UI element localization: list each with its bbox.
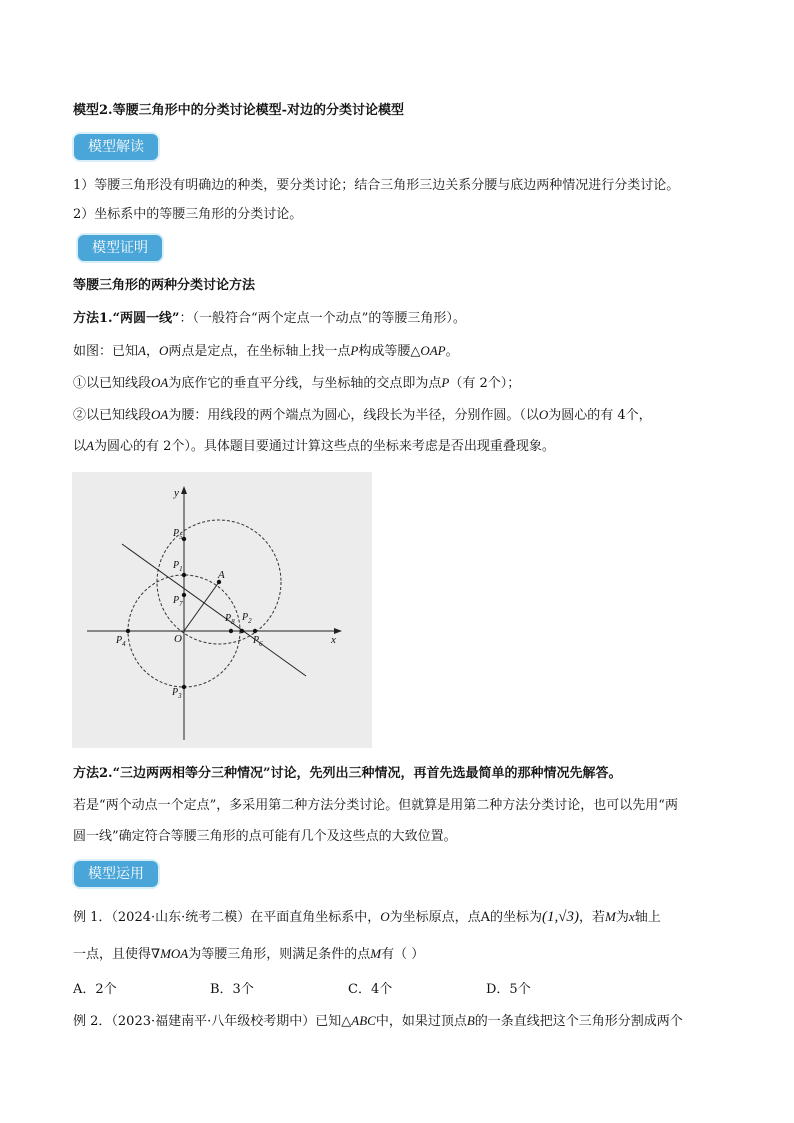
y-axis-arrow [181,486,187,494]
text: 两点是定点，在坐标轴上找一点 [168,344,351,359]
var-M: M [370,946,382,961]
label-P7: $P_7$ [173,595,183,608]
point-labels [115,528,263,700]
point-P2 [240,629,244,633]
proof-line-3 [73,406,652,425]
var-O: O [538,407,549,422]
point-A-label: A [218,569,225,581]
method1-title: 方法1.“两圆一线” [73,311,180,326]
point-P4 [126,629,130,633]
text: 为坐标原点，点A的坐标为 [389,910,543,925]
text: 为圆心的有 2个）。具体题目要通过计算这些点的坐标来考虑是否出现重叠现象。 [93,439,555,454]
var-A: A [138,343,146,358]
var-M: M [605,909,616,924]
example2-line-1 [73,1012,683,1031]
text: ， [145,344,159,359]
label-P8: $P_8$ [225,613,235,626]
section-title: 模型2.等腰三角形中的分类讨论模型-对边的分类讨论模型 [73,103,404,118]
point-P6 [253,629,257,633]
text: 为等腰三角形，则满足条件的点 [188,947,371,962]
text: 。 [445,344,459,359]
text: ，若 [579,910,606,925]
option-d: D．5个 [486,982,531,997]
text: ②以已知线段 [73,408,152,423]
text: 构成等腰 [358,344,411,359]
var-O: O [158,343,169,358]
var-B: B [466,1013,475,1028]
var-OA: OA [151,407,169,422]
text: 有（ ） [381,947,425,962]
x-axis-label: x [331,634,336,646]
badge-model-apply: 模型运用 [74,861,158,887]
label-P2: $P_2$ [242,612,252,625]
label-P5: $P_5$ [173,528,183,541]
var-P: P [350,343,359,358]
proof-heading: 等腰三角形的两种分类讨论方法 [73,278,256,293]
coordinate-diagram [72,472,372,748]
text: 一点，且使得 [73,947,152,962]
example1-line-2 [73,945,424,964]
text: 中，如果过顶点 [375,1014,467,1029]
coordinate-A: (1,√3) [542,909,580,925]
method1-line [73,310,466,328]
proof-line-1 [73,342,459,361]
text: 例 1．（2024·山东·统考二模）在平面直角坐标系中， [73,910,381,925]
label-P3: $P_3$ [172,687,182,700]
proof-line-4 [73,437,555,456]
text: 轴上 [634,910,661,925]
text: 为腰：用线段的两个端点为圆心，线段长为半径，分别作圆。（以 [168,408,539,423]
text: 为圆心的有 4个， [548,408,652,423]
y-axis-label: y [174,487,179,499]
triangle-OAP: △OAP [410,343,446,358]
badge-model-interpret: 模型解读 [74,134,158,160]
var-x: x [628,909,635,924]
method2-line-1: 若是“两个动点一个定点”，多采用第二种方法分类讨论。但就算是用第二种方法分类讨论，也可以先用“两 [73,798,678,813]
text: 的一条直线把这个三角形分割成两个 [474,1014,683,1029]
point-P8 [229,629,233,633]
triangle-MOA: ∇MOA [151,946,189,961]
var-OA: OA [151,375,169,390]
option-b: B．3个 [210,982,254,997]
point-P3 [182,685,186,689]
text: 例 2．（2023·福建南平·八年级校考期中）已知 [73,1014,342,1029]
text: （有 2个）； [449,376,521,391]
point-P7 [182,593,186,597]
var-A: A [86,438,94,453]
text: ①以已知线段 [73,376,152,391]
coordinate-figure [72,472,372,748]
method1-rest: ：（一般符合“两个定点一个动点”的等腰三角形）。 [179,311,466,326]
badge-model-proof: 模型证明 [78,235,162,261]
text: 为底作它的垂直平分线，与坐标轴的交点即为点 [168,376,442,391]
label-P1: $P_1$ [173,560,183,573]
var-P: P [441,375,450,390]
label-P4: $P_4$ [116,635,126,648]
option-a: A．2个 [73,982,117,997]
segment-OA [184,582,219,631]
method2-title: 方法2.“三边两两相等分三种情况”讨论，先列出三种情况，再首先选最简单的那种情况先解答。 [73,766,622,781]
text: 为 [615,910,629,925]
proof-line-2 [73,374,520,393]
example1-line-1 [73,908,661,927]
option-c: C．4个 [348,982,393,997]
triangle-ABC: △ABC [341,1013,376,1028]
interpret-line-2: 2）坐标系中的等腰三角形的分类讨论。 [73,207,303,222]
interpret-line-1: 1）等腰三角形没有明确边的种类，要分类讨论；结合三角形三边关系分腰与底边两种情况进行分类讨论。 [73,178,680,193]
var-O: O [380,909,390,924]
text: 以 [73,439,87,454]
origin-label: O [174,633,182,645]
text: 如图：已知 [73,344,139,359]
method2-line-2: 圆一线”确定符合等腰三角形的点可能有几个及这些点的大致位置。 [73,829,457,844]
label-P6: $P_6$ [253,635,263,648]
point-P1 [182,573,186,577]
